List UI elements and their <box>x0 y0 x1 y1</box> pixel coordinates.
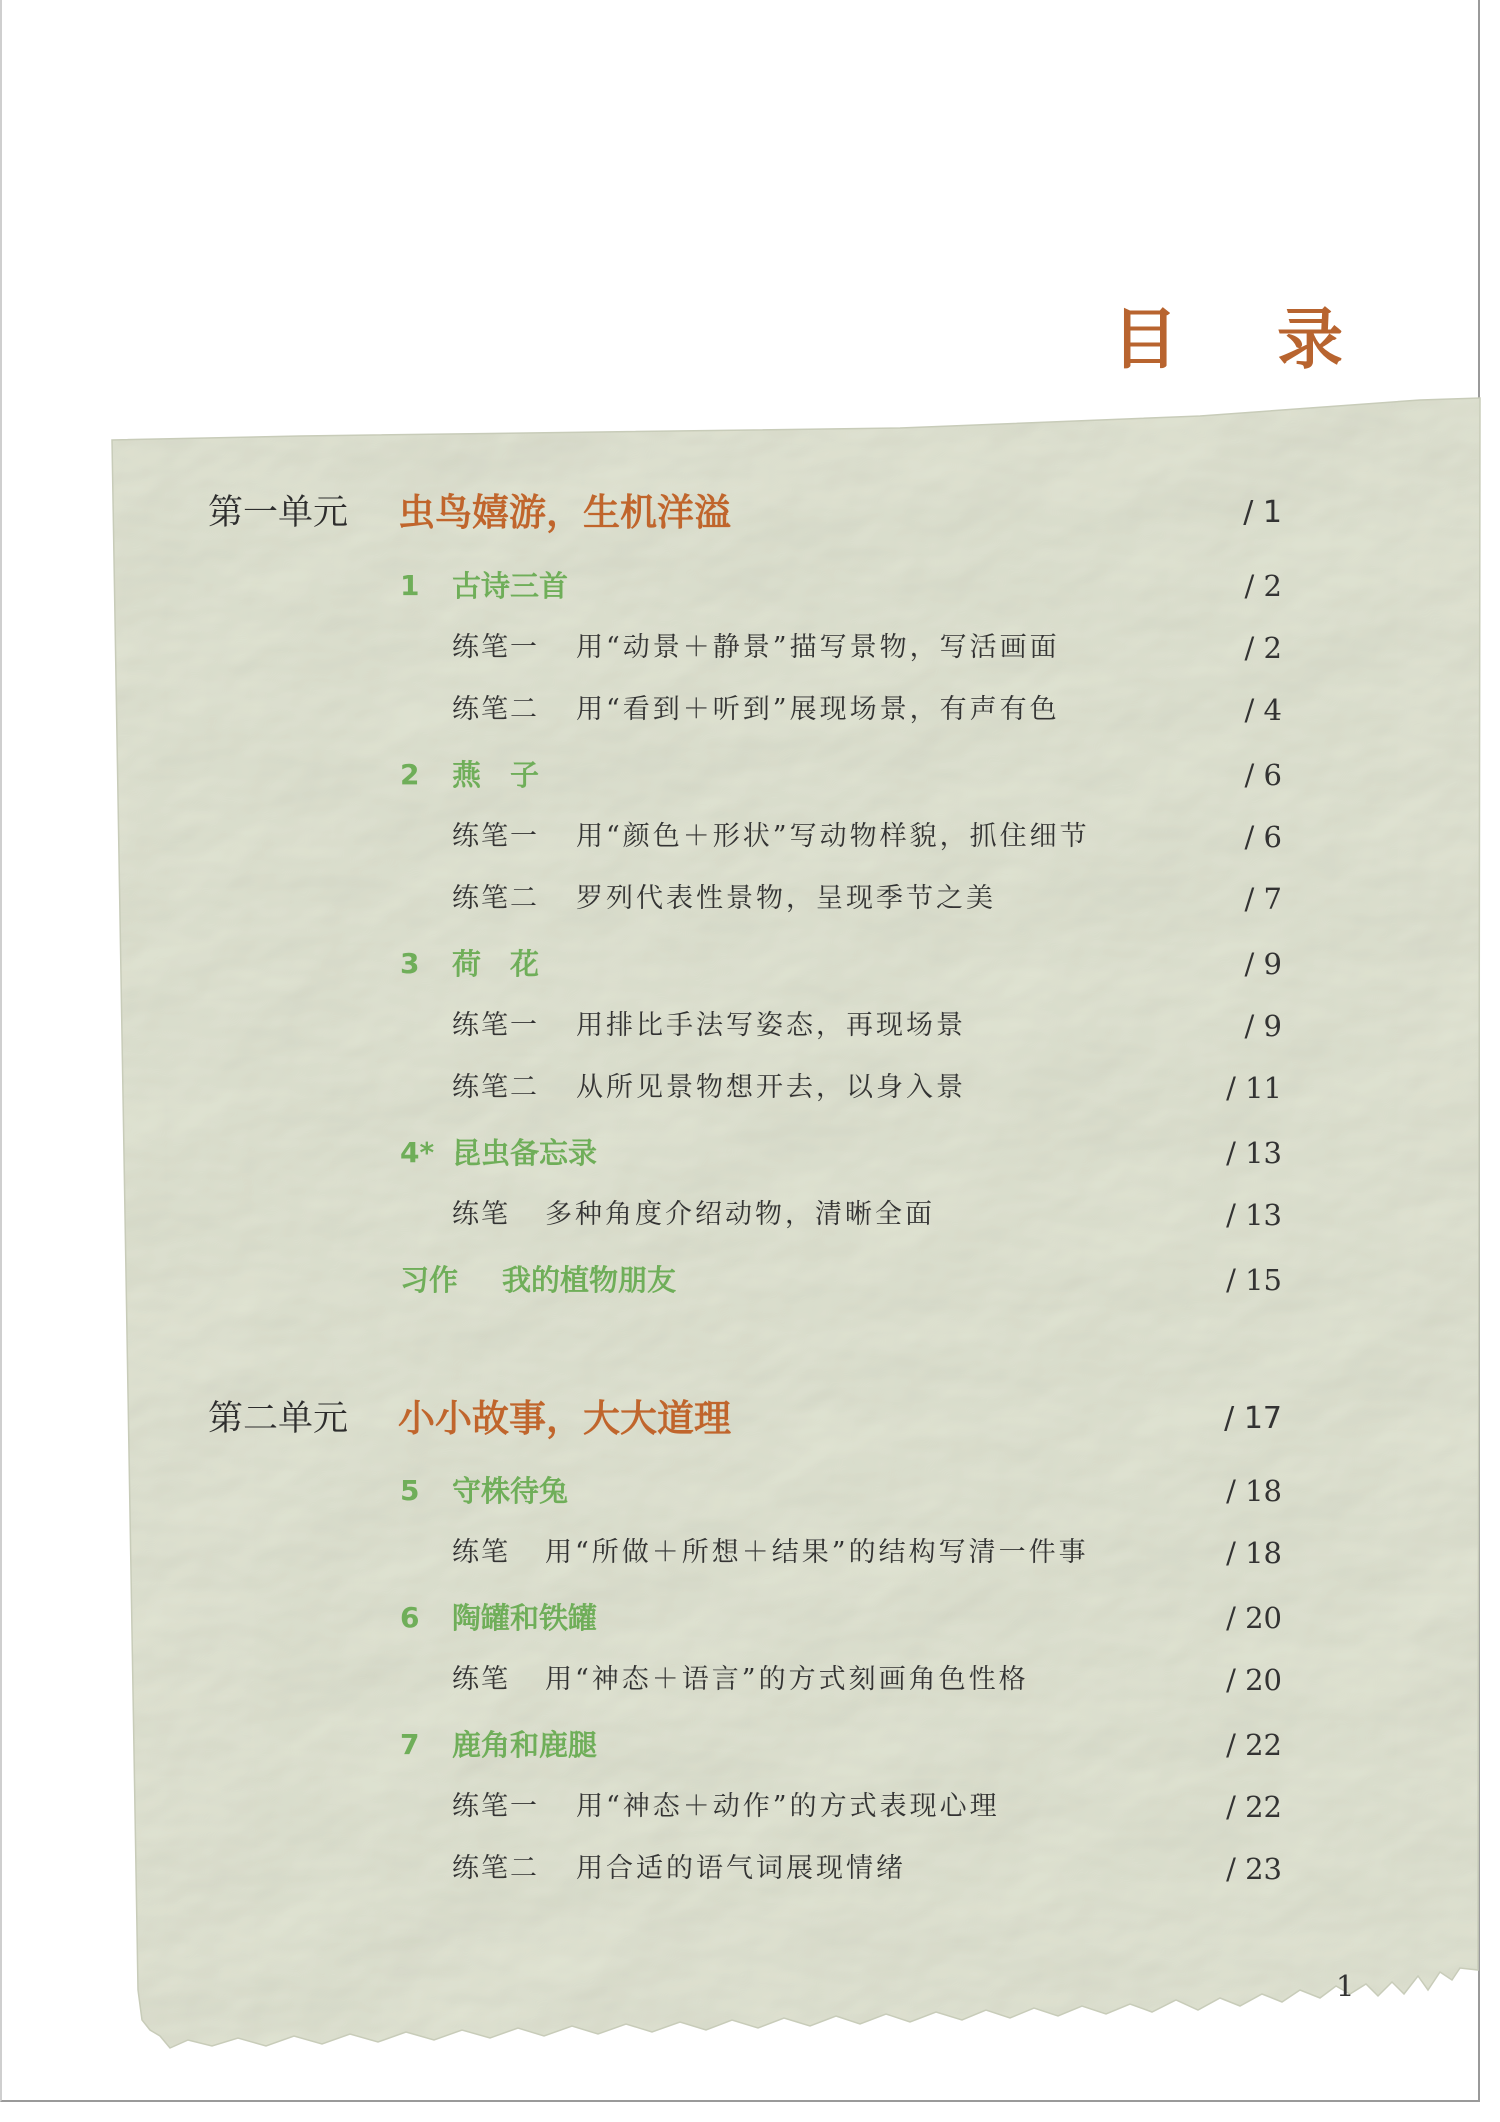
page-number: / 22 <box>1226 1728 1282 1762</box>
page-number: / 9 <box>1244 1009 1282 1043</box>
lesson-title: 燕 子 <box>452 758 540 792</box>
practice-row[interactable] <box>0 1063 1500 1113</box>
lesson-row[interactable] <box>0 1128 1500 1178</box>
page-title: 目 录 <box>1112 301 1381 378</box>
page-number: / 23 <box>1226 1852 1282 1886</box>
page-number: / 22 <box>1226 1790 1282 1824</box>
practice-label: 练笔 <box>452 1199 510 1230</box>
lesson-title: 陶罐和铁罐 <box>452 1601 598 1635</box>
practice-row[interactable] <box>0 874 1500 924</box>
page-number: / 6 <box>1244 758 1282 792</box>
page-number: / 1 <box>1243 495 1282 530</box>
lesson-number: 3 <box>400 947 420 980</box>
lesson-number: 5 <box>400 1474 420 1507</box>
unit-label: 第二单元 <box>208 1399 349 1439</box>
practice-text: 用“神态＋语言”的方式刻画角色性格 <box>545 1664 1029 1695</box>
unit-row[interactable] <box>0 1394 1500 1444</box>
lesson-number: 6 <box>400 1601 420 1634</box>
page-number: / 17 <box>1224 1401 1282 1436</box>
lesson-title: 守株待兔 <box>452 1474 569 1508</box>
practice-label: 练笔二 <box>452 883 539 914</box>
practice-text: 用“神态＋动作”的方式表现心理 <box>576 1791 1000 1822</box>
practice-label: 练笔一 <box>452 1791 539 1822</box>
unit-title: 小小故事，大大道理 <box>398 1397 731 1440</box>
practice-row[interactable] <box>0 1001 1500 1051</box>
practice-row[interactable] <box>0 812 1500 862</box>
page-number: / 18 <box>1226 1536 1282 1570</box>
practice-label: 练笔一 <box>452 821 539 852</box>
lesson-row[interactable] <box>0 1593 1500 1643</box>
unit-label: 第一单元 <box>208 493 349 533</box>
practice-row[interactable] <box>0 1190 1500 1240</box>
page-number: / 13 <box>1226 1136 1282 1170</box>
practice-text: 罗列代表性景物，呈现季节之美 <box>576 883 996 914</box>
practice-row[interactable] <box>0 685 1500 735</box>
practice-text: 多种角度介绍动物，清晰全面 <box>545 1199 935 1230</box>
lesson-row[interactable] <box>0 561 1500 611</box>
practice-text: 用“看到＋听到”展现场景，有声有色 <box>576 694 1060 725</box>
practice-label: 练笔一 <box>452 1010 539 1041</box>
page-number: / 7 <box>1244 882 1282 916</box>
page-number: / 6 <box>1244 820 1282 854</box>
unit-row[interactable] <box>0 488 1500 538</box>
practice-text: 用“动景＋静景”描写景物，写活画面 <box>576 632 1060 663</box>
practice-text: 用“所做＋所想＋结果”的结构写清一件事 <box>545 1537 1089 1568</box>
practice-label: 练笔一 <box>452 632 539 663</box>
page-number: / 18 <box>1226 1474 1282 1508</box>
page-number: / 4 <box>1244 693 1282 727</box>
lesson-number: 4* <box>400 1136 435 1169</box>
lesson-number: 2 <box>400 758 420 791</box>
lesson-title: 昆虫备忘录 <box>452 1136 598 1170</box>
lesson-title: 荷 花 <box>452 947 540 981</box>
practice-text: 用排比手法写姿态，再现场景 <box>576 1010 966 1041</box>
page-number: / 2 <box>1244 631 1282 665</box>
page-number: / 2 <box>1244 569 1282 603</box>
lesson-row[interactable] <box>0 1720 1500 1770</box>
practice-label: 练笔二 <box>452 694 539 725</box>
practice-label: 练笔 <box>452 1664 510 1695</box>
footer-page-number: 1 <box>1336 1969 1355 2003</box>
practice-row[interactable] <box>0 623 1500 673</box>
page-number: / 13 <box>1226 1198 1282 1232</box>
page-number: / 15 <box>1226 1263 1282 1297</box>
practice-text: 从所见景物想开去，以身入景 <box>576 1072 966 1103</box>
practice-text: 用“颜色＋形状”写动物样貌，抓住细节 <box>576 821 1090 852</box>
lesson-row[interactable] <box>0 939 1500 989</box>
composition-label: 习作 <box>400 1263 459 1297</box>
lesson-row[interactable] <box>0 1466 1500 1516</box>
composition-title: 我的植物朋友 <box>502 1263 677 1297</box>
practice-row[interactable] <box>0 1782 1500 1832</box>
practice-label: 练笔二 <box>452 1853 539 1884</box>
unit-title: 虫鸟嬉游，生机洋溢 <box>398 491 731 534</box>
lesson-title: 古诗三首 <box>452 569 569 603</box>
lesson-row[interactable] <box>0 750 1500 800</box>
page-number: / 20 <box>1226 1601 1282 1635</box>
page-number: / 9 <box>1244 947 1282 981</box>
composition-row[interactable] <box>0 1255 1500 1305</box>
lesson-number: 7 <box>400 1728 420 1761</box>
page-number: / 20 <box>1226 1663 1282 1697</box>
lesson-number: 1 <box>400 569 420 602</box>
page-number: / 11 <box>1226 1071 1282 1105</box>
practice-text: 用合适的语气词展现情绪 <box>576 1853 906 1884</box>
practice-label: 练笔二 <box>452 1072 539 1103</box>
practice-row[interactable] <box>0 1655 1500 1705</box>
practice-row[interactable] <box>0 1528 1500 1578</box>
lesson-title: 鹿角和鹿腿 <box>452 1728 598 1762</box>
practice-row[interactable] <box>0 1844 1500 1894</box>
practice-label: 练笔 <box>452 1537 510 1568</box>
